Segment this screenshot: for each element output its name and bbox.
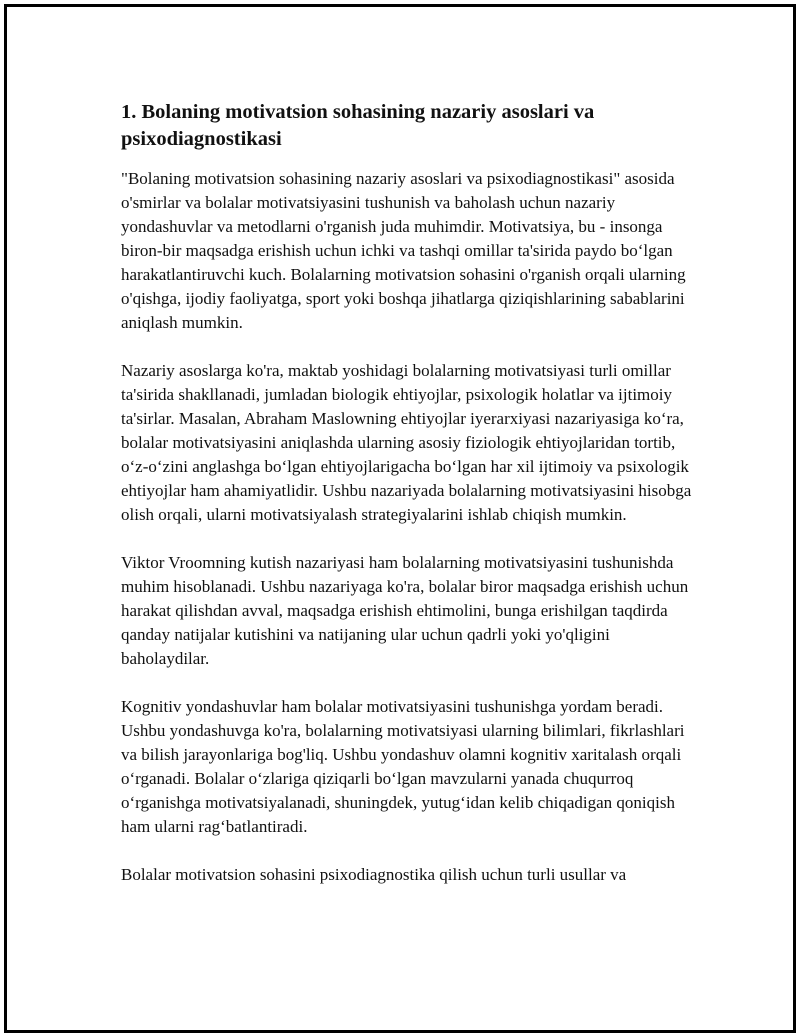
paragraph-2: Nazariy asoslarga ko'ra, maktab yoshidagi bolalarning motivatsiyasi turli omillar ta'sirida shakllanadi, jumladan biologik ehtiyojlar, psixologik holatlar va ijtimoiy ta'sirlar. Masalan, Abraham Maslowning ehtiyojlar iyerarxiyasi nazariyasiga ko‘ra, bolalar motivatsiyasini aniqlashda ularning asosiy fiziologik ehtiyojlaridan tortib, o‘z-o‘zini anglashga bo‘lgan ehtiyojlarigacha bo‘lgan har xil ijtimoiy va psixologik ehtiyojlar ham ahamiyatlidir. Ushbu nazariyada bolalarning motivatsiyasini hisobga olish orqali, ularni motivatsiyalash strategiyalarini ishlab chiqish mumkin. xyxy=(121,361,692,524)
paragraph-5: Bolalar motivatsion sohasini psixodiagnostika qilish uchun turli usullar va xyxy=(121,865,627,884)
paragraph-1: "Bolaning motivatsion sohasining nazariy asoslari va psixodiagnostikasi" asosida o'smirlar va bolalar motivatsiyasini tushunish va baholash uchun nazariy yondashuvlar va metodlarni o'rganish juda muhimdir. Motivatsiya, bu - insonga biron-bir maqsadga erishish uchun ichki va tashqi omillar ta'sirida paydo bo‘lgan harakatlantiruvchi kuch. Bolalarning motivatsion sohasini o'rganish orqali ularning o'qishga, ijodiy faoliyatga, sport yoki boshqa jihatlarga qiziqishlarining sabablarini aniqlash mumkin. xyxy=(121,169,686,332)
document-page xyxy=(4,4,796,1033)
paragraph-4: Kognitiv yondashuvlar ham bolalar motivatsiyasini tushunishga yordam beradi. Ushbu yondashuvga ko'ra, bolalarning motivatsiyasi ularning bilimlari, fikrlashlari va bilish jarayonlariga bog'liq. Ushbu yondashuv olamni kognitiv xaritalash orqali o‘rganadi. Bolalar o‘zlariga qiziqarli bo‘lgan mavzularni yanada chuqurroq o‘rganishga motivatsiyalanadi, shuningdek, yutug‘idan kelib chiqadigan qoniqish ham ularni rag‘batlantiradi. xyxy=(121,697,685,836)
paragraph-3: Viktor Vroomning kutish nazariyasi ham bolalarning motivatsiyasini tushunishda muhim hisoblanadi. Ushbu nazariyaga ko'ra, bolalar biror maqsadga erishish uchun harakat qilishdan avval, maqsadga erishish ehtimolini, bunga erishilgan taqdirda qanday natijalar kutishini va natijaning ular uchun qadrli yoki yo'qligini baholaydilar. xyxy=(121,553,689,668)
section-heading: 1. Bolaning motivatsion sohasining nazariy asoslari va psixodiagnostikasi xyxy=(121,101,595,150)
document-body xyxy=(121,99,693,911)
